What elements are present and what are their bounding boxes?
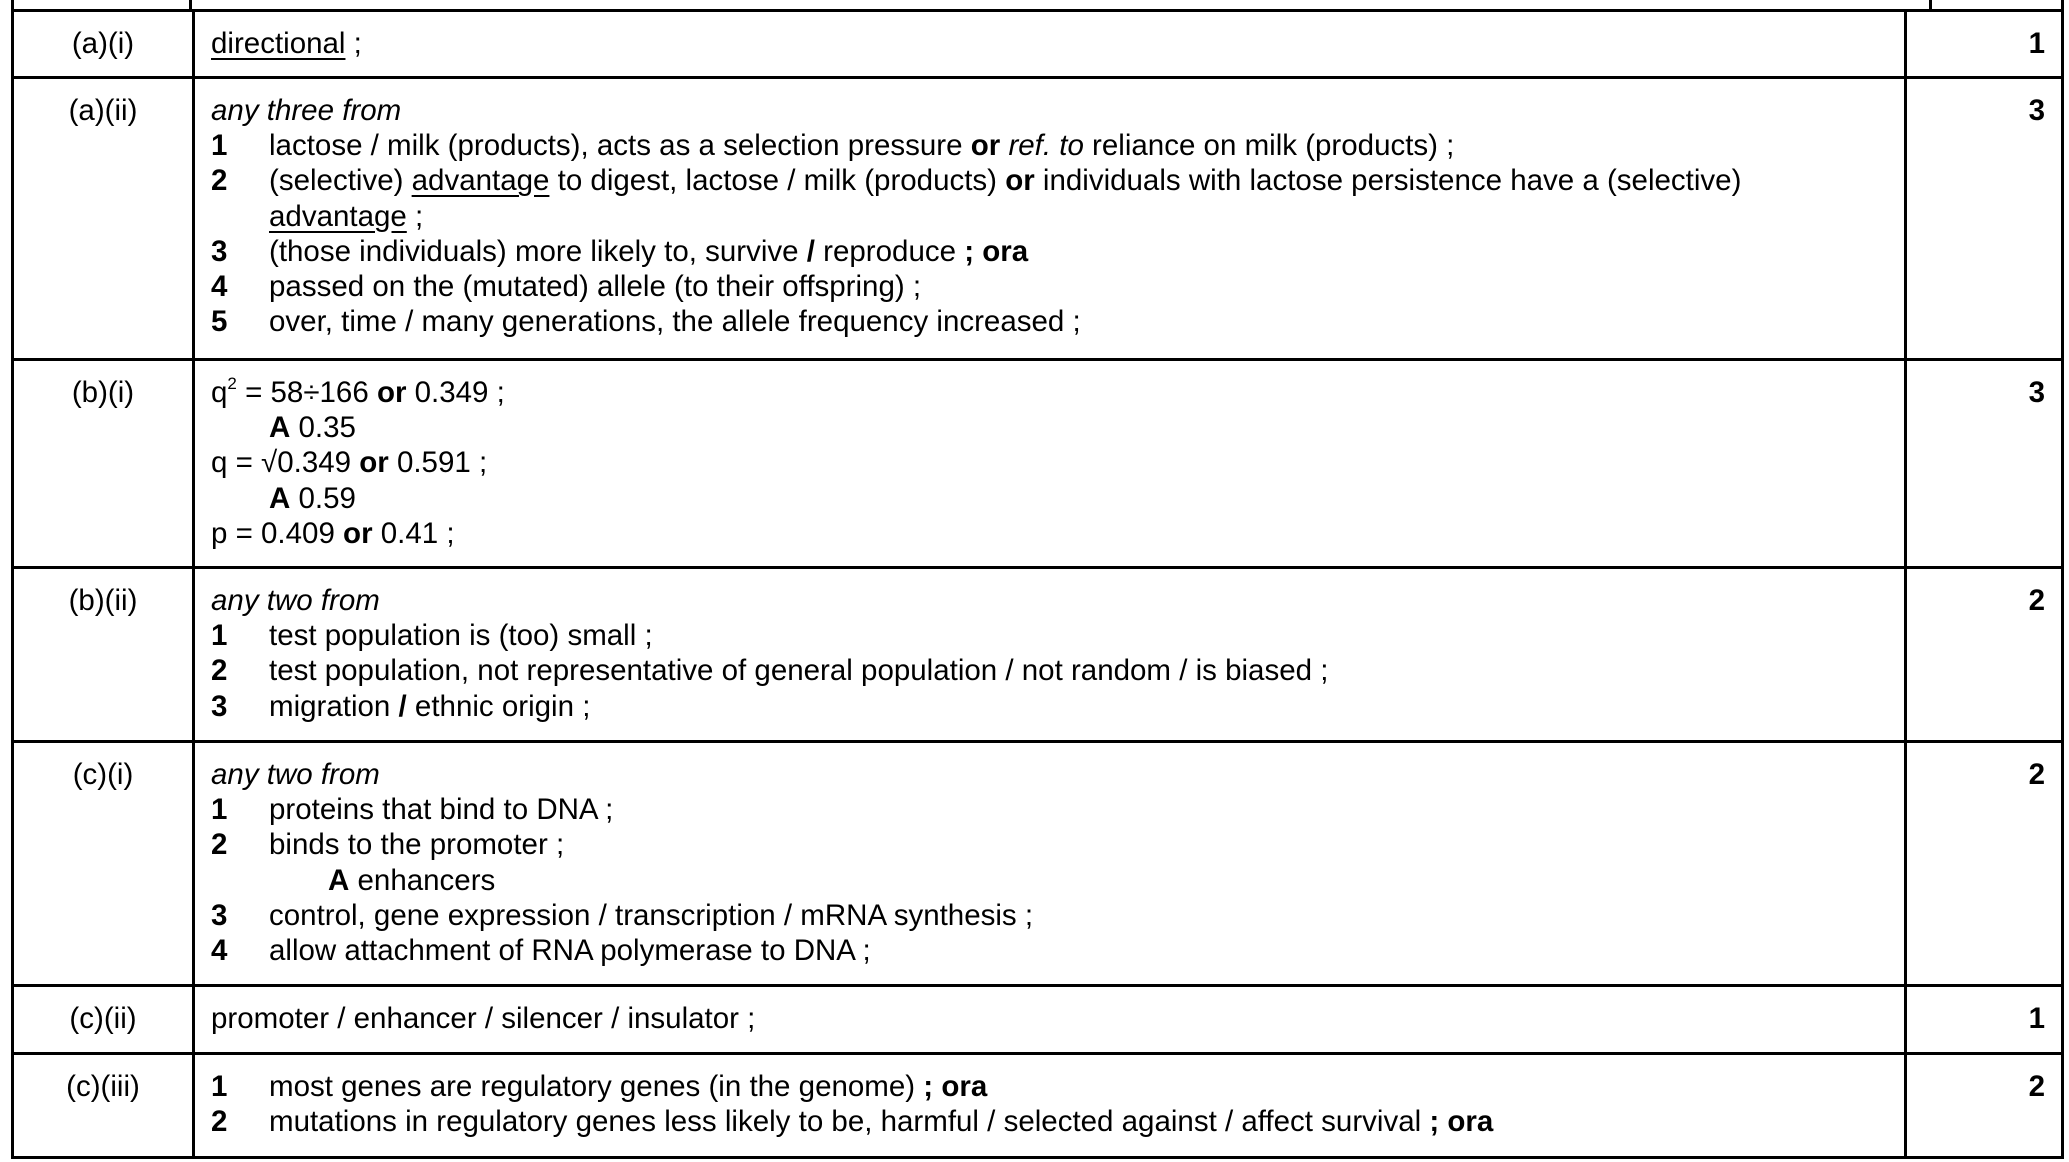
answer-cell [194, 568, 1906, 742]
table-row [13, 11, 2063, 78]
mark-value: 1 [1906, 986, 2063, 1054]
point-number: 1 [211, 793, 228, 827]
point-number: 5 [211, 305, 228, 339]
point-text: ; [406, 199, 424, 233]
answer-text: promoter / enhancer / silencer / insulator ; [211, 1002, 756, 1035]
slash-separator: / [398, 689, 407, 723]
point-text: binds to the promoter ; [269, 828, 565, 862]
working-line [211, 445, 1894, 480]
accept-keyword: A [328, 863, 350, 897]
working-text: q = √0.349 [211, 446, 360, 480]
point-number: 3 [211, 234, 228, 268]
or-keyword: or [343, 516, 373, 550]
mark-scheme-table [11, 9, 2064, 1159]
point-number: 1 [211, 619, 228, 653]
marking-point [211, 792, 1894, 827]
point-text: proteins that bind to DNA ; [269, 793, 614, 827]
point-text: test population, not representative of general population / not random / is biased ; [269, 654, 1329, 688]
marking-point [211, 618, 1894, 653]
or-keyword: or [1005, 164, 1035, 198]
point-text: (those individuals) more likely to, survive [269, 234, 807, 268]
table-row [13, 1054, 2063, 1158]
working-text: 0.41 ; [372, 516, 455, 550]
marking-point [211, 163, 1894, 198]
table-row [13, 986, 2063, 1054]
point-text: mutations in regulatory genes less likely to be, harmful / selected against / affect survival [269, 1105, 1430, 1139]
ora-keyword: ; ora [1429, 1105, 1494, 1139]
table-row [13, 568, 2063, 742]
accept-line [211, 410, 1894, 445]
point-text: passed on the (mutated) allele (to their offspring) ; [269, 270, 922, 304]
point-text: reproduce [814, 234, 965, 268]
point-text: most genes are regulatory genes (in the genome) [269, 1070, 924, 1103]
point-text: ethnic origin ; [406, 689, 591, 723]
answer-cell [194, 78, 1906, 360]
table-row [13, 78, 2063, 360]
marking-point [211, 689, 1894, 724]
table-row [13, 360, 2063, 568]
marking-point [211, 653, 1894, 688]
point-number: 4 [211, 934, 228, 968]
answer-text: directional [211, 27, 346, 60]
ora-keyword: ; ora [964, 234, 1029, 268]
accept-line [211, 481, 1894, 516]
marking-point [211, 933, 1894, 968]
or-keyword: or [359, 446, 389, 480]
question-number: (b)(ii) [13, 568, 194, 742]
mark-value: 2 [1906, 568, 2063, 742]
mark-value: 2 [1906, 1054, 2063, 1158]
answer-cell [194, 1054, 1906, 1158]
working-text: p = 0.409 [211, 516, 344, 550]
marking-point-continuation [211, 199, 1894, 234]
question-number: (c)(i) [13, 742, 194, 986]
point-number: 2 [211, 654, 228, 688]
point-number: 2 [211, 164, 228, 198]
accept-value: 0.59 [290, 481, 356, 515]
answer-intro: any three from [211, 94, 402, 127]
question-number: (a)(ii) [13, 78, 194, 360]
accept-keyword: A [269, 481, 291, 515]
answer-intro: any two from [211, 758, 380, 791]
answer-intro: any two from [211, 584, 380, 617]
point-text: over, time / many generations, the allele frequency increased ; [269, 305, 1081, 339]
answer-cell [194, 360, 1906, 568]
accept-value: 0.35 [290, 411, 356, 445]
point-text: test population is (too) small ; [269, 619, 653, 653]
point-text: individuals with lactose persistence have a (selective) [1034, 164, 1742, 198]
mark-value: 3 [1906, 360, 2063, 568]
working-line [211, 516, 1894, 551]
marking-point [211, 304, 1894, 339]
working-text: 0.591 ; [388, 446, 488, 480]
accept-keyword: A [269, 411, 291, 445]
point-number: 3 [211, 898, 228, 932]
marking-point [211, 234, 1894, 269]
question-number: (a)(i) [13, 11, 194, 78]
accept-line [211, 863, 1894, 898]
marking-point [211, 1104, 1894, 1139]
point-text: control, gene expression / transcription / mRNA synthesis ; [269, 898, 1034, 932]
mark-value: 1 [1906, 11, 2063, 78]
answer-cell [194, 986, 1906, 1054]
table-row [13, 742, 2063, 986]
answer-cell [194, 11, 1906, 78]
marking-point [211, 1069, 1894, 1104]
working-line [211, 375, 1894, 410]
marking-point [211, 898, 1894, 933]
point-text: reliance on milk (products) ; [1083, 129, 1455, 163]
ref-keyword: ref. to [1008, 129, 1084, 163]
point-number: 2 [211, 828, 228, 862]
point-text: to digest, lactose / milk (products) [549, 164, 1006, 198]
answer-suffix: ; [345, 27, 362, 60]
mark-value: 3 [1906, 78, 2063, 360]
underlined-term: advantage [269, 199, 407, 233]
working-text: q [211, 376, 228, 409]
or-keyword: or [376, 376, 407, 409]
point-number: 2 [211, 1105, 228, 1139]
marking-point [211, 269, 1894, 304]
point-text: (selective) [269, 164, 412, 198]
point-text: lactose / milk (products), acts as a selection pressure [269, 129, 971, 163]
question-number: (c)(ii) [13, 986, 194, 1054]
working-text: 0.349 ; [406, 376, 505, 409]
or-keyword: or [970, 129, 1001, 163]
point-number: 1 [211, 1070, 228, 1103]
marking-point [211, 827, 1894, 862]
point-number: 4 [211, 270, 228, 304]
point-text: allow attachment of RNA polymerase to DNA ; [269, 934, 871, 968]
underlined-term: advantage [411, 164, 550, 198]
superscript: 2 [227, 374, 237, 394]
ora-keyword: ; ora [923, 1070, 988, 1103]
accept-value: enhancers [349, 863, 496, 897]
mark-value: 2 [1906, 742, 2063, 986]
marking-point [211, 128, 1894, 163]
question-number: (c)(iii) [13, 1054, 194, 1158]
point-text: migration [269, 689, 399, 723]
point-number: 3 [211, 689, 228, 723]
point-number: 1 [211, 129, 228, 163]
working-text: = 58÷166 [236, 376, 377, 409]
slash-separator: / [806, 234, 815, 268]
question-number: (b)(i) [13, 360, 194, 568]
answer-cell [194, 742, 1906, 986]
